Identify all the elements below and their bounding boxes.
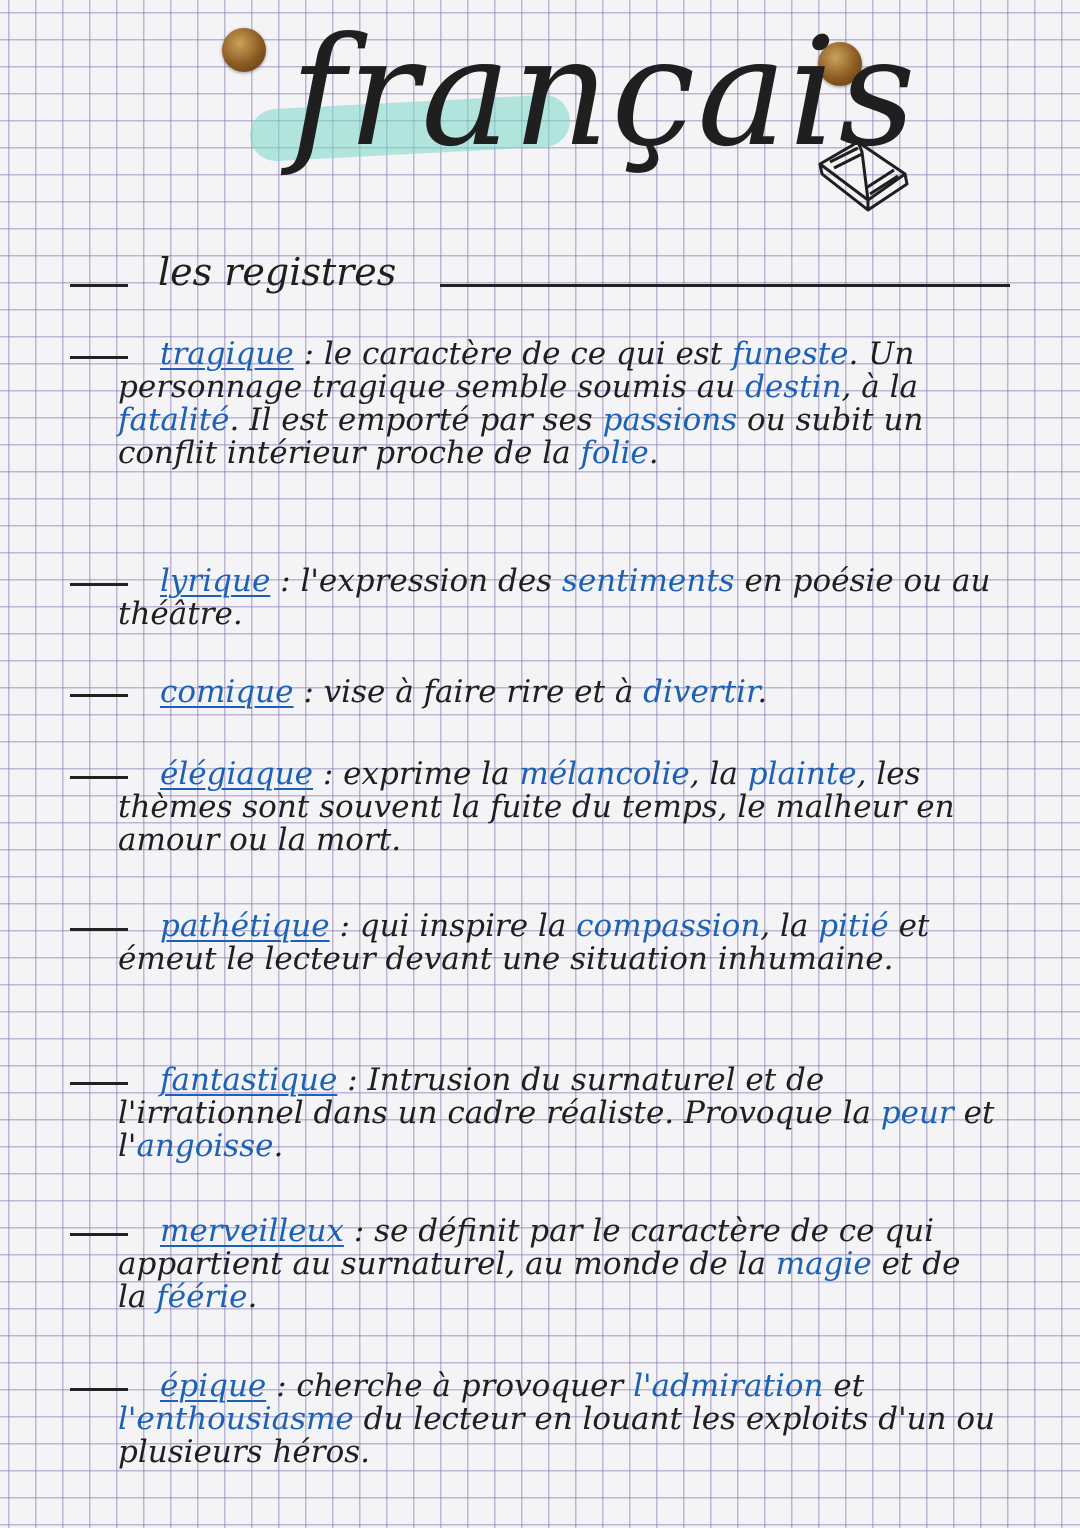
register-definition: : le caractère de ce qui est [293,336,733,372]
register-term: merveilleux [160,1213,344,1249]
page-header [230,6,918,240]
definition-text: et [823,1368,865,1404]
keyword: peur [880,1095,954,1131]
register-definition: : l'expression des [270,563,562,599]
register-definition: : se définit par le caractère de ce qui appartient au surnaturel, au monde de la [118,1213,935,1282]
keyword: folie [580,435,649,471]
register-term: comique [160,674,294,710]
keyword: plainte [747,756,857,792]
keyword: divertir [643,674,758,710]
register-entry [118,1064,998,1163]
keyword: destin [745,369,842,405]
register-entry [118,1215,998,1314]
register-term: tragique [160,336,294,372]
keyword: sentiments [561,563,735,599]
open-book-icon [810,122,920,232]
register-term: épique [160,1368,267,1404]
definition-text: , les thèmes sont souvent la fuite du temps, le malheur en amour ou la mort. [118,756,955,858]
register-definition: : Intrusion du surnaturel et de l'irrationnel dans un cadre réaliste. Provoque la [118,1062,881,1131]
definition-text: . [247,1279,258,1315]
keyword: fatalité [118,402,230,438]
keyword: passions [602,402,738,438]
definition-text: et de la [118,1246,961,1315]
definition-text: , la [760,908,819,944]
keyword: pitié [818,908,889,944]
keyword: angoisse [136,1128,274,1164]
definition-text: et l' [118,1095,995,1164]
definition-text: ou subit un conflit intérieur proche de la [118,402,924,471]
definition-text: du lecteur en louant les exploits d'un ou plusieurs héros. [118,1401,996,1470]
register-entry [118,758,998,857]
keyword: mélancolie [519,756,690,792]
register-entry [118,910,998,976]
definition-text: . [648,435,659,471]
definition-text: , à la [841,369,918,405]
register-entry [118,338,998,470]
register-definition: : qui inspire la [329,908,577,944]
definition-text: . Il est emporté par ses [229,402,603,438]
keyword: l'admiration [633,1368,824,1404]
keyword: féérie [156,1279,248,1315]
register-entry [118,676,998,709]
definition-text: en poésie ou au théâtre. [118,563,991,632]
page-title: français [290,6,918,180]
register-term: fantastique [160,1062,338,1098]
register-definition: : exprime la [313,756,520,792]
register-entry [118,1370,998,1469]
definition-text: . [757,674,768,710]
section-heading: les registres [158,250,397,294]
register-term: pathétique [160,908,330,944]
keyword: funeste [732,336,849,372]
keyword: magie [775,1246,872,1282]
register-definition: : cherche à provoquer [266,1368,634,1404]
register-definition: : vise à faire rire et à [293,674,644,710]
register-entry [118,565,998,631]
register-term: lyrique [160,563,271,599]
definition-text: . Un personnage tragique semble soumis au [118,336,915,405]
register-term: élégiaque [160,756,314,792]
keyword: l'enthousiasme [118,1401,354,1437]
heading-rule [440,284,1010,287]
heading-dash [70,284,128,287]
definition-text: et émeut le lecteur devant une situation inhumaine. [118,908,930,977]
keyword: compassion [576,908,761,944]
definition-text: , la [689,756,748,792]
definition-text: . [273,1128,284,1164]
